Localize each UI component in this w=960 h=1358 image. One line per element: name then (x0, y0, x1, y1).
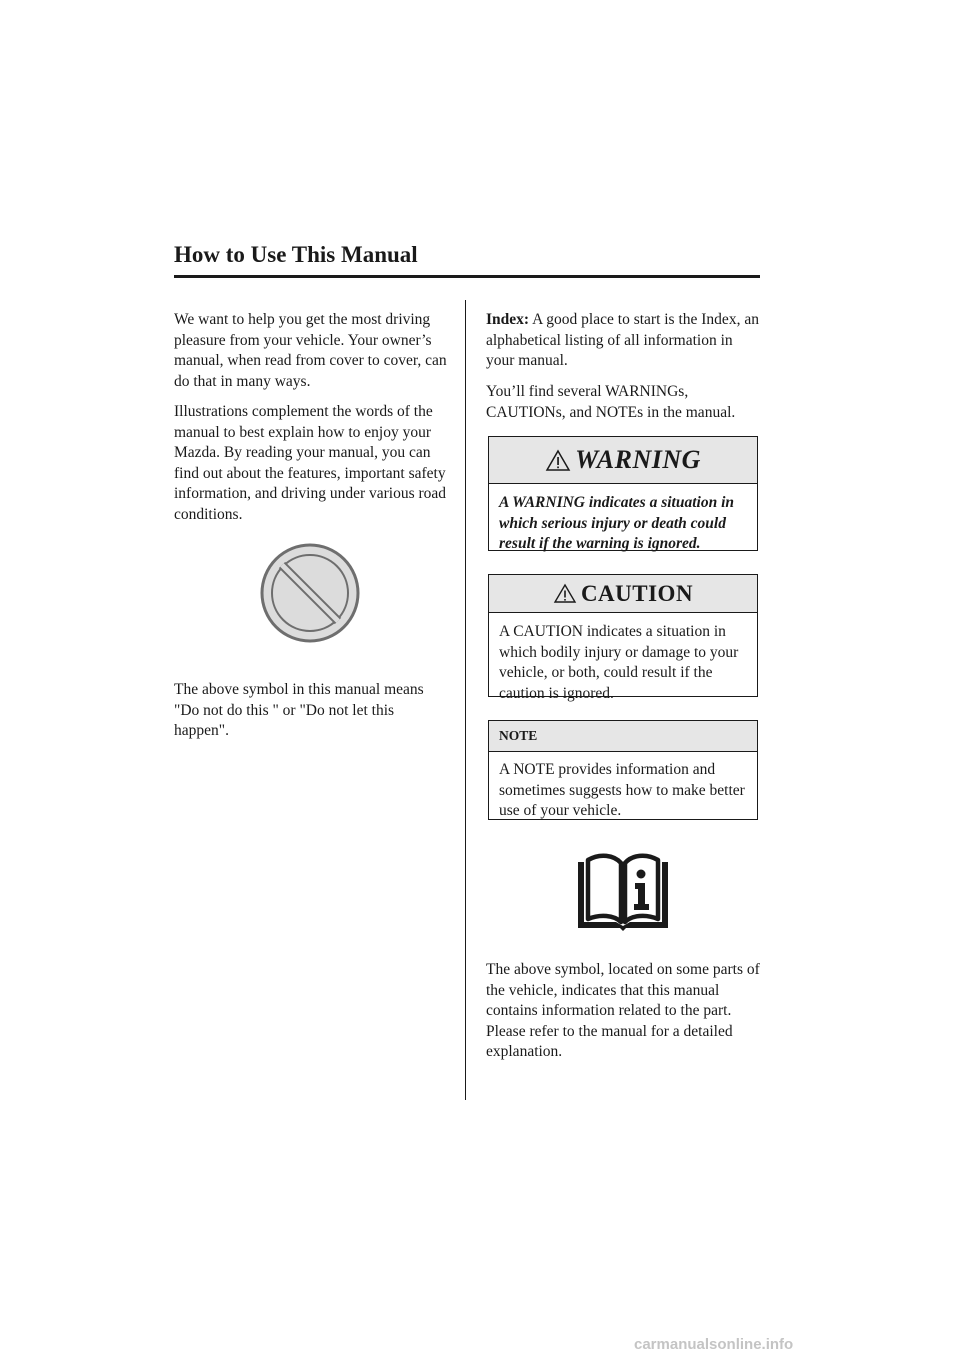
illustrations-paragraph: Illustrations complement the words of the manual to best explain how to enjoy your Mazda. By reading your manual, you can find out about the features, important safety information, and driving under various road conditions. (174, 403, 447, 523)
caution-label: CAUTION (580, 580, 694, 606)
index-label: Index: (486, 311, 530, 328)
warning-text: A WARNING indicates a situation in which serious injury or death could result if the warning is ignored. (499, 494, 735, 553)
caution-box (488, 574, 758, 702)
index-text: A good place to start is the Index, an alphabetical listing of all information in your manual. (486, 311, 759, 370)
caution-triangle-icon (553, 583, 577, 604)
manual-symbol-paragraph: The above symbol, located on some parts of the vehicle, indicates that this manual contains information related to the part. Please refer to the manual for a detailed explanation. (486, 961, 760, 1061)
site-watermark: carmanualsonline.info (634, 1336, 794, 1353)
warning-header (489, 437, 757, 484)
note-box (488, 720, 758, 820)
page-title: How to Use This Manual (174, 242, 418, 267)
caution-text: A CAUTION indicates a situation in which bodily injury or damage to your vehicle, or both, could result if the caution is ignored. (499, 623, 739, 702)
note-label: NOTE (499, 728, 538, 743)
index-paragraph (486, 310, 760, 372)
notices-paragraph: You’ll find several WARNINGs, CAUTIONs, and NOTEs in the manual. (486, 383, 736, 421)
caution-header (489, 575, 757, 613)
warning-box (488, 436, 758, 551)
warning-label: WARNING (575, 445, 701, 474)
note-header (489, 721, 757, 752)
note-text: A NOTE provides information and sometimes suggests how to make better use of your vehicle. (499, 761, 745, 820)
owners-manual-info-icon (574, 852, 672, 932)
title-rule (174, 275, 760, 278)
intro-paragraph: We want to help you get the most driving pleasure from your vehicle. Your owner’s manual, when read from cover to cover, can do that in many ways. (174, 311, 447, 390)
column-divider (465, 300, 466, 1100)
prohibition-icon (258, 541, 362, 645)
prohibition-paragraph: The above symbol in this manual means "Do not do this " or "Do not let this happen". (174, 681, 424, 740)
warning-triangle-icon (545, 449, 571, 472)
